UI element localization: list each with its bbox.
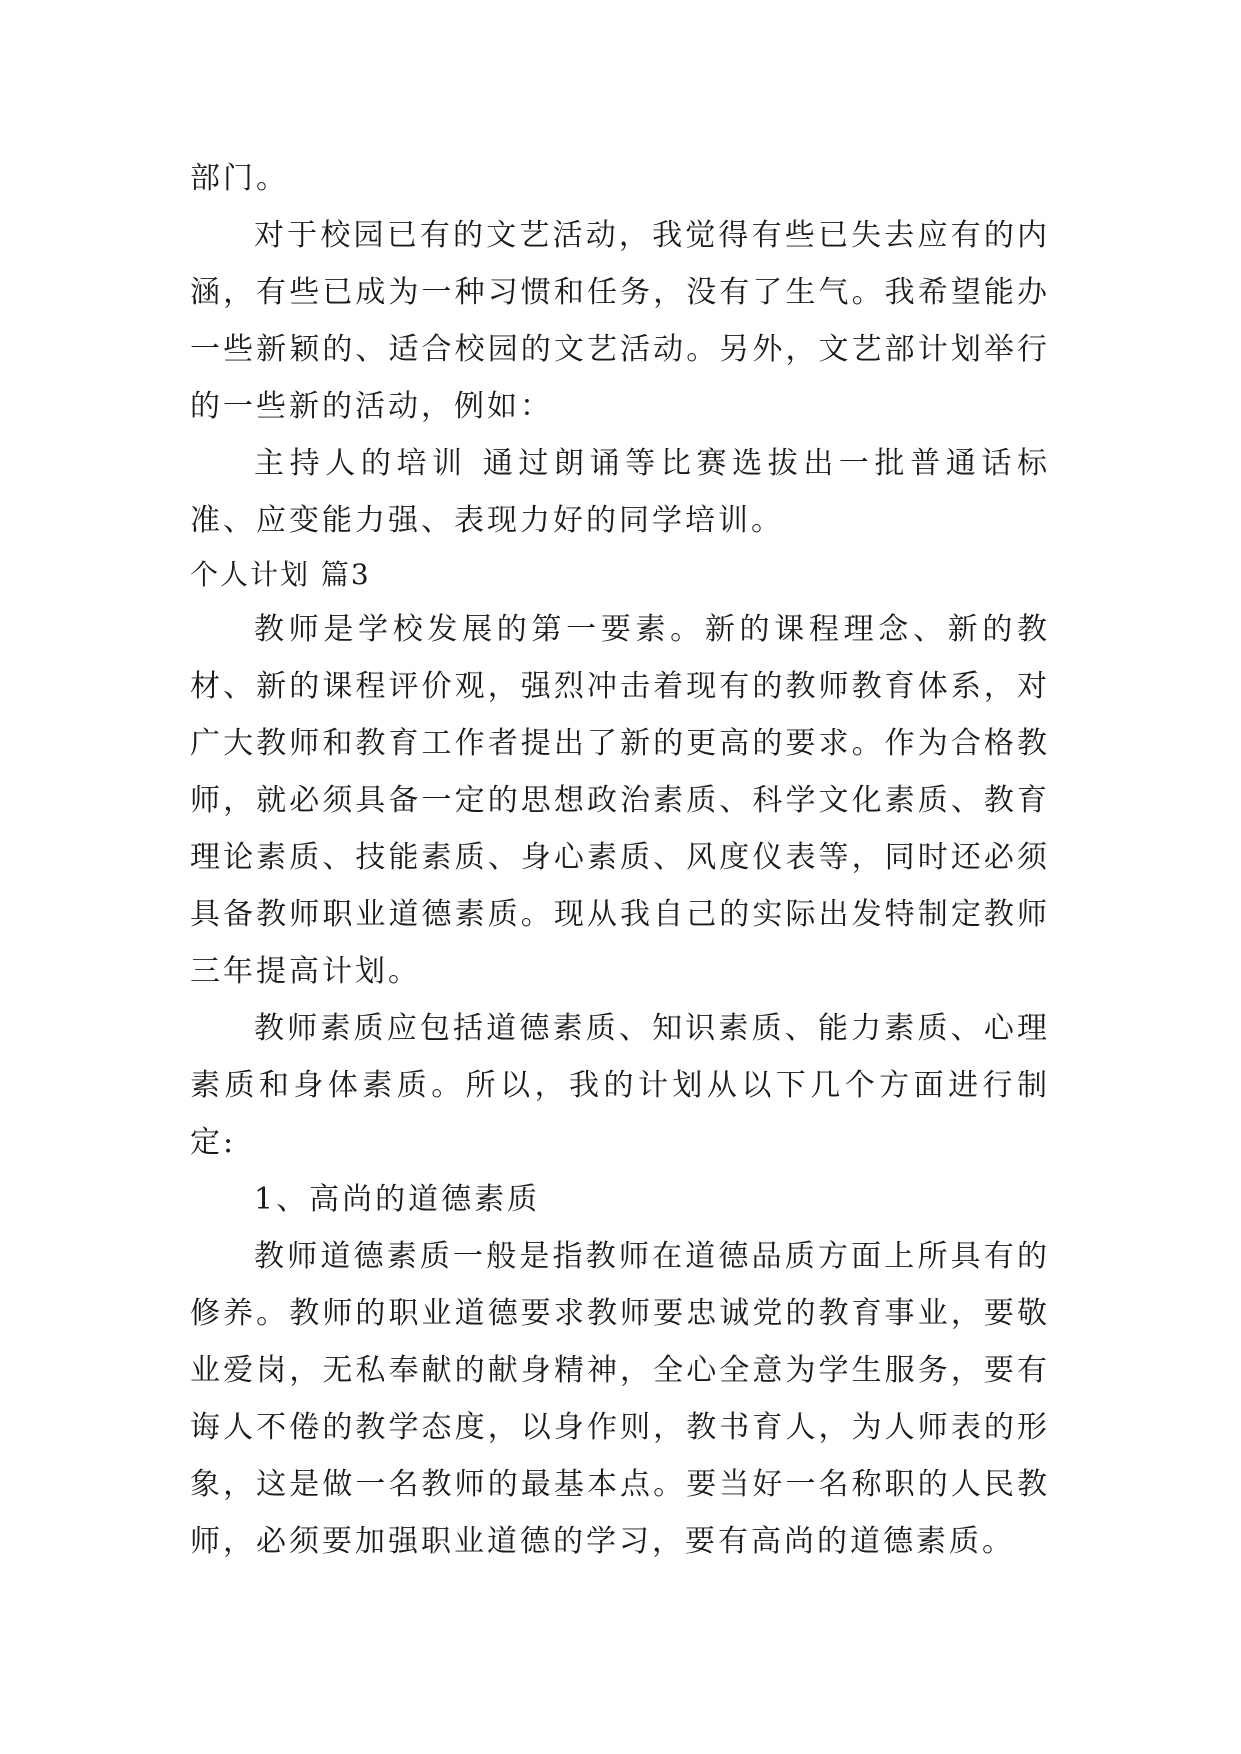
paragraph-arts-activities: 对于校园已有的文艺活动，我觉得有些已失去应有的内涵，有些已成为一种习惯和任务，没有了生气。我希望能办一些新颖的、适合校园的文艺活动。另外，文艺部计划举行的一些新的活动，例如： [190,218,1050,424]
section-heading: 个人计划 篇3 [190,558,371,591]
paragraph-host-training: 主持人的培训 通过朗诵等比赛选拔出一批普通话标准、应变能力强、表现力好的同学培训。 [190,446,1050,538]
paragraph-intro-end: 部门。 [190,161,289,196]
paragraph-moral-quality: 教师道德素质一般是指教师在道德品质方面上所具有的修养。教师的职业道德要求教师要忠诚党的教育事业，要敬业爱岗，无私奉献的献身精神，全心全意为学生服务，要有诲人不倦的教学态度，以身作则，教书育人，为人师表的形象，这是做一名教师的最基本点。要当好一名称职的人民教师，必须要加强职业道德的学习，要有高尚的道德素质。 [190,1239,1050,1559]
subheading-moral-quality: 1、高尚的道德素质 [254,1182,541,1217]
document-body [190,150,1050,1570]
paragraph-teacher-intro: 教师是学校发展的第一要素。新的课程理念、新的教材、新的课程评价观，强烈冲击着现有的教师教育体系，对广大教师和教育工作者提出了新的更高的要求。作为合格教师，就必须具备一定的思想政治素质、科学文化素质、教育理论素质、技能素质、身心素质、风度仪表等，同时还必须具备教师职业道德素质。现从我自己的实际出发特制定教师三年提高计划。 [190,612,1050,989]
paragraph-teacher-qualities: 教师素质应包括道德素质、知识素质、能力素质、心理素质和身体素质。所以，我的计划从以下几个方面进行制定: [190,1011,1050,1160]
